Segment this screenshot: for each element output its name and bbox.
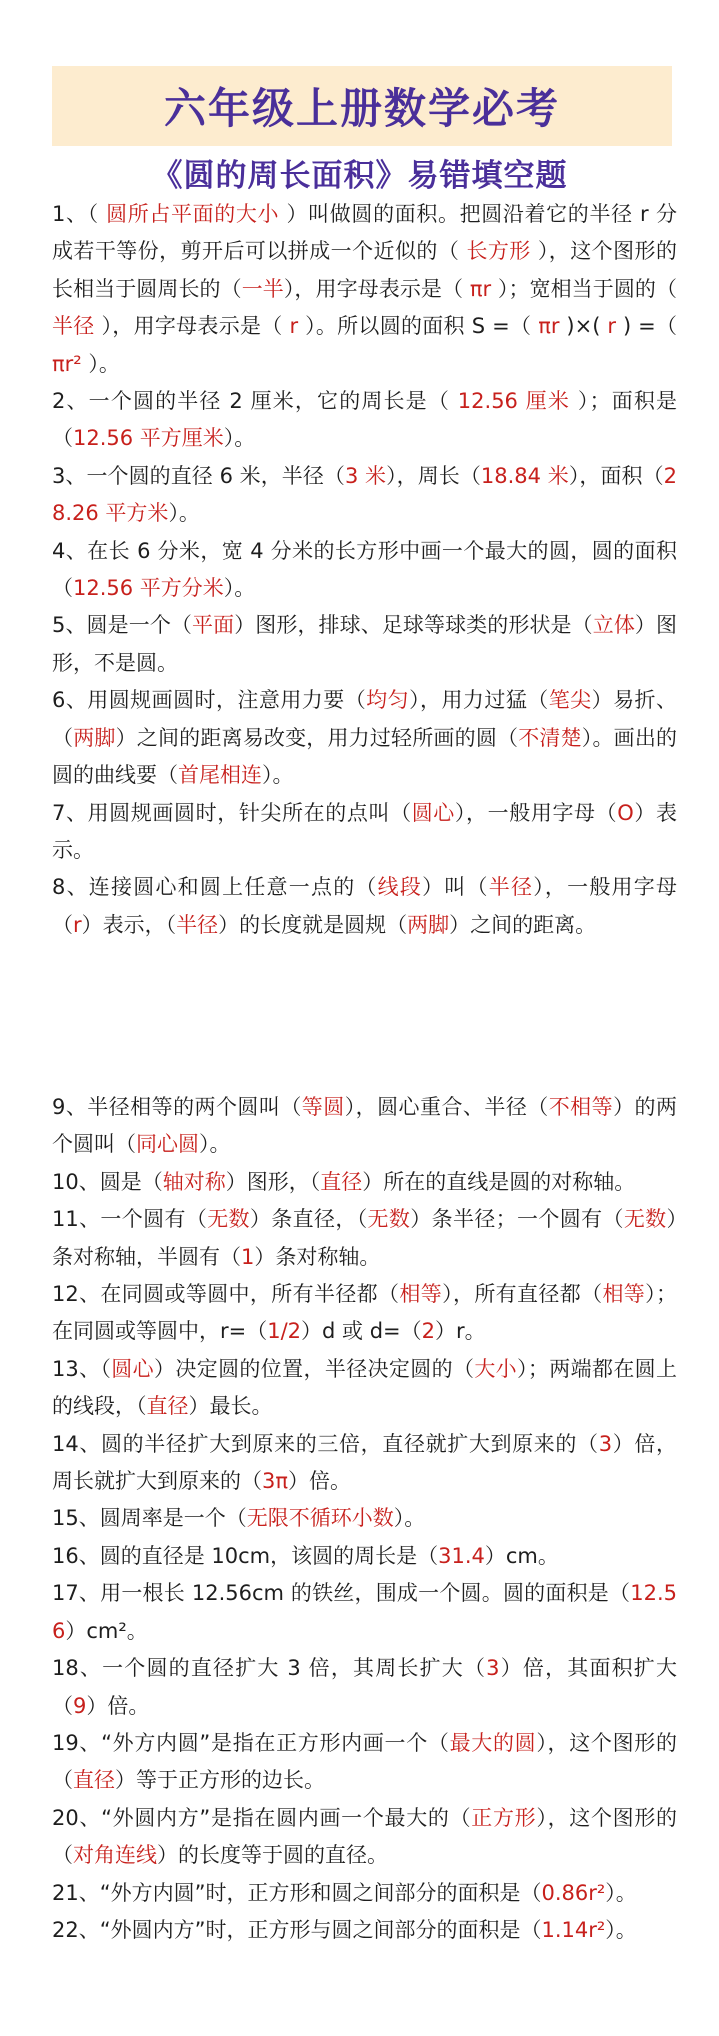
answer-text: 等圆	[301, 1095, 345, 1119]
question-text: ）。	[223, 426, 256, 451]
question-text: ）倍。	[86, 1693, 150, 1718]
question-text: ）cm。	[484, 1543, 559, 1568]
answer-text: 9	[73, 1693, 87, 1718]
question-text: 14、圆的半径扩大到原来的三倍，直径就扩大到原来的（	[52, 1431, 599, 1456]
answer-text: 12.56 平方分米	[73, 576, 224, 601]
question-item	[52, 1500, 677, 1537]
question-text: ），一般用字母（	[52, 875, 677, 937]
answer-text: 两脚	[73, 725, 116, 750]
answer-text: 28.26 平方米	[52, 463, 677, 526]
question-item	[52, 1276, 677, 1351]
question-text: ），所有直径都（	[442, 1282, 603, 1307]
question-text: ）图形，排球、足球等球类的形状是（	[234, 613, 593, 638]
answer-text: 3π	[262, 1469, 289, 1494]
question-text: ），周长（	[386, 463, 481, 488]
question-text: ）。	[393, 1506, 426, 1531]
question-text: ) =（	[616, 314, 677, 339]
question-text: ）。所以圆的面积 S =（	[298, 314, 539, 339]
question-text: 11、一个圆有（	[52, 1207, 208, 1232]
question-text: ）叫做圆的面积。把圆沿着它的半径 r 分成若干等份，剪开后可以拼成一个近似的（	[52, 202, 677, 264]
page-subtitle: 《圆的周长面积》易错填空题	[151, 158, 568, 194]
answer-text: O	[617, 800, 634, 825]
answer-text: 立体	[592, 613, 635, 638]
question-text: 17、用一根长 12.56cm 的铁丝，围成一个圆。圆的面积是（	[52, 1581, 631, 1606]
answer-text: 相等	[602, 1282, 646, 1307]
question-text: 18、一个圆的直径扩大 3 倍，其周长扩大（	[52, 1656, 487, 1681]
answer-text: 直径	[146, 1394, 189, 1419]
question-text: 13、（	[52, 1356, 112, 1381]
question-text: ），这个图形的长相当于圆周长的（	[52, 239, 677, 301]
question-item	[52, 1538, 677, 1575]
question-text: ），用力过猛（	[409, 688, 549, 713]
answer-text: πr²	[52, 351, 82, 376]
answer-text: 直径	[320, 1169, 363, 1194]
answer-text: 平面	[192, 613, 235, 638]
question-item	[52, 1575, 677, 1650]
answer-text: 对角连线	[73, 1843, 157, 1868]
question-item	[52, 1201, 677, 1276]
question-item	[52, 795, 677, 870]
answer-text: 1.14r²	[541, 1917, 606, 1942]
question-text: ）的长度等于圆的直径。	[157, 1843, 388, 1868]
answer-text: 最大的圆	[449, 1730, 537, 1755]
answer-text: 两脚	[407, 912, 450, 937]
answer-text: 笔尖	[548, 688, 592, 713]
answer-text: 1/2	[267, 1319, 302, 1344]
question-item	[52, 1875, 677, 1912]
question-item	[52, 682, 677, 794]
question-text: ）。	[168, 501, 200, 526]
answer-text: 长方形	[466, 239, 531, 264]
question-text: ）倍，周长就扩大到原来的（	[52, 1431, 677, 1494]
question-text: 5、圆是一个（	[52, 613, 192, 638]
question-text: ）倍，其面积扩大（	[52, 1656, 677, 1718]
answer-text: 线段	[377, 875, 423, 900]
question-text: ）r。	[435, 1319, 486, 1344]
question-text: 7、用圆规画圆时，针尖所在的点叫（	[52, 800, 412, 825]
answer-text: 首尾相连	[178, 763, 262, 788]
question-text: 4、在长 6 分米，宽 4 分米的长方形中画一个最大的圆，圆的面积（	[52, 538, 677, 601]
question-text: ）所在的直线是圆的对称轴。	[362, 1169, 636, 1194]
question-text: ）决定圆的位置，半径决定圆的（	[154, 1356, 475, 1381]
question-text: 3、一个圆的直径 6 米，半径（	[52, 463, 345, 488]
question-text: ）d 或 d=（	[301, 1319, 422, 1344]
question-text: ）；两端都在圆上的线段，（	[52, 1356, 678, 1419]
answer-text: 大小	[474, 1356, 518, 1381]
question-text: 16、圆的直径是 10cm，该圆的周长是（	[52, 1543, 439, 1568]
title-banner	[52, 66, 672, 146]
question-text: ），用字母表示是（	[283, 276, 470, 301]
question-text: ）条半径；一个圆有（	[410, 1207, 624, 1232]
question-item	[52, 1351, 677, 1426]
answer-text: 无数	[623, 1207, 667, 1232]
answer-text: 半径	[176, 912, 219, 937]
answer-text: 直径	[73, 1768, 115, 1793]
question-list-part-1	[52, 196, 677, 944]
question-text: 21、“外方内圆”时，正方形和圆之间部分的面积是（	[52, 1880, 542, 1905]
question-text: ）叫（	[422, 875, 489, 900]
answer-text: 圆心	[111, 1356, 155, 1381]
question-text: ）的长度就是圆规（	[218, 912, 408, 937]
question-text: ）条直径，（	[249, 1207, 368, 1232]
question-item	[52, 869, 677, 944]
answer-text: 同心圆	[136, 1132, 199, 1157]
question-item	[52, 458, 677, 533]
question-item	[52, 533, 677, 608]
question-item	[52, 1725, 677, 1800]
answer-text: r	[289, 314, 299, 339]
question-text: 1、（	[52, 202, 107, 226]
answer-text: 0.86r²	[541, 1880, 606, 1905]
question-text: ）倍。	[288, 1469, 352, 1494]
answer-text: 相等	[399, 1282, 443, 1307]
question-text: 8、连接圆心和圆上任意一点的（	[52, 875, 378, 900]
question-text: ）最长。	[188, 1394, 273, 1419]
question-text: ）条对称轴，半圆有（	[52, 1207, 678, 1269]
question-text: )×(	[559, 314, 608, 339]
answer-text: 3	[486, 1656, 500, 1681]
question-text: ）；宽相当于圆的（	[491, 276, 677, 301]
question-text: 6、用圆规画圆时，注意用力要（	[52, 688, 367, 713]
answer-text: r	[73, 912, 82, 937]
answer-text: πr	[469, 276, 492, 301]
question-text: 2、一个圆的半径 2 厘米，它的周长是（	[52, 389, 458, 414]
question-item	[52, 1800, 677, 1875]
answer-text: 正方形	[471, 1805, 537, 1830]
question-text: 15、圆周率是一个（	[52, 1506, 247, 1531]
answer-text: 不清楚	[518, 725, 582, 750]
question-text: 10、圆是（	[52, 1169, 163, 1194]
answer-text: 圆所占平面的大小	[106, 202, 280, 226]
question-text: ）。	[605, 1880, 637, 1905]
question-text: ）图形，（	[225, 1169, 321, 1194]
question-text: ）；在同圆或等圆中，r=（	[52, 1282, 678, 1344]
question-text: ）之间的距离易改变，用力过轻所画的圆（	[115, 725, 519, 750]
question-text: ）表示，（	[81, 912, 177, 937]
question-text: ）条对称轴。	[254, 1244, 381, 1269]
answer-text: 1	[241, 1244, 255, 1269]
answer-text: r	[607, 314, 617, 339]
answer-text: 均匀	[366, 688, 410, 713]
question-text: ）图形，不是圆。	[52, 613, 678, 675]
question-text: ），这个图形的（	[52, 1805, 678, 1868]
question-text: 19、“外方内圆”是指在正方形内画一个（	[52, 1730, 450, 1755]
answer-text: 半径	[52, 314, 95, 339]
question-text: ）。	[605, 1917, 637, 1942]
answer-text: 圆心	[411, 800, 455, 825]
question-text: ）表示。	[52, 800, 678, 862]
answer-text: 半径	[488, 875, 534, 900]
question-text: ）的两个圆叫（	[52, 1095, 677, 1157]
question-text: ）。	[223, 576, 256, 601]
question-item	[52, 607, 677, 682]
answer-text: 不相等	[548, 1095, 614, 1119]
question-text: ）之间的距离。	[449, 912, 597, 937]
question-item	[52, 196, 677, 383]
question-text: ），用字母表示是（	[94, 314, 290, 339]
question-text: 9、半径相等的两个圆叫（	[52, 1095, 302, 1119]
question-text: ）。	[262, 763, 294, 788]
question-list-part-2	[52, 1089, 677, 1949]
question-text: ）。	[199, 1132, 231, 1157]
page-title: 六年级上册数学必考	[163, 84, 560, 133]
question-text: 22、“外圆内方”时，正方形与圆之间部分的面积是（	[52, 1917, 542, 1942]
answer-text: 12.56	[52, 1581, 677, 1643]
answer-text: 无数	[367, 1207, 411, 1232]
answer-text: 3	[598, 1431, 613, 1456]
question-item	[52, 1164, 677, 1201]
answer-text: πr	[538, 314, 560, 339]
answer-text: 12.56 平方厘米	[73, 426, 224, 451]
question-text: 20、“外圆内方”是指在圆内画一个最大的（	[52, 1805, 472, 1830]
answer-text: 3 米	[344, 463, 387, 488]
answer-text: 一半	[241, 276, 284, 301]
question-item	[52, 1426, 677, 1501]
question-item	[52, 383, 677, 458]
answer-text: 18.84 米	[480, 463, 569, 488]
answer-text: 无限不循环小数	[246, 1506, 394, 1531]
answer-text: 无数	[207, 1207, 250, 1232]
question-text: ）；面积是（	[52, 389, 677, 451]
question-text: ），圆心重合、半径（	[344, 1095, 549, 1119]
question-item	[52, 1089, 677, 1164]
answer-text: 12.56 厘米	[457, 389, 571, 414]
answer-text: 2	[421, 1319, 436, 1344]
question-text: ）。画出的圆的曲线要（	[52, 725, 678, 788]
answer-text: 31.4	[438, 1543, 485, 1568]
question-text: ）。	[81, 351, 120, 376]
question-item	[52, 1912, 677, 1949]
question-text: ），一般用字母（	[454, 800, 618, 825]
question-text: 12、在同圆或等圆中，所有半径都（	[52, 1282, 400, 1307]
answer-text: 轴对称	[162, 1169, 226, 1194]
question-text: ），面积（	[568, 463, 664, 488]
question-text: ）等于正方形的边长。	[115, 1768, 325, 1793]
question-text: ）cm²。	[65, 1618, 148, 1643]
question-item	[52, 1650, 677, 1725]
question-text: ），这个图形的（	[52, 1730, 678, 1793]
question-text: ）易折、（	[52, 688, 677, 750]
